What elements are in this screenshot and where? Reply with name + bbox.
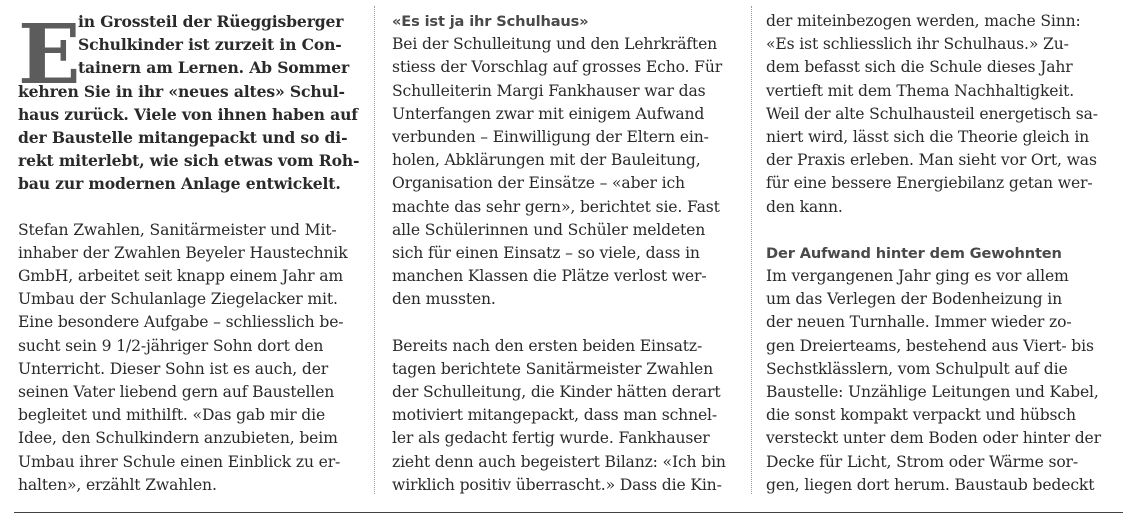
text-line: für eine bessere Energiebilanz getan wer- bbox=[766, 174, 1093, 193]
lead-paragraph bbox=[18, 7, 360, 196]
text-line: um das Verlegen der Bodenheizung in bbox=[766, 290, 1062, 309]
text-line: Unterfangen zwar mit einigem Aufwand bbox=[392, 104, 705, 123]
text-line: vertieft mit dem Thema Nachhaltigkeit. bbox=[766, 81, 1075, 100]
text-line: seinen Vater liebend gern auf Baustellen bbox=[18, 383, 335, 401]
text-line: Sechstklässlern, vom Schulpult auf die bbox=[766, 359, 1068, 378]
text-line: Bei der Schulleitung und den Lehrkräften bbox=[392, 35, 718, 54]
column-separator bbox=[751, 6, 752, 494]
text-line: Eine besondere Aufgabe – schliesslich be- bbox=[18, 313, 344, 332]
text-line: manchen Klassen die Plätze verlost wer- bbox=[392, 267, 707, 286]
body-paragraph bbox=[18, 219, 358, 497]
body-paragraph bbox=[766, 10, 1116, 219]
text-line: niert wird, lässt sich die Theorie gleich in bbox=[766, 127, 1090, 146]
text-line: den kann. bbox=[766, 197, 843, 216]
lead-line: haus zurück. Viele von ihnen haben auf bbox=[18, 104, 358, 124]
body-paragraph bbox=[766, 265, 1116, 497]
bottom-rule bbox=[14, 512, 1123, 513]
text-line: sich für einen Einsatz – so viele, dass in bbox=[392, 243, 700, 262]
text-line: wirklich positiv überrascht.» Dass die Kin- bbox=[392, 475, 722, 494]
text-line: ler als gedacht fertig wurde. Fankhauser bbox=[392, 429, 710, 448]
text-line: zieht denn auch begeistert Bilanz: «Ich bin bbox=[392, 452, 726, 471]
text-line: Baustelle: Unzählige Leitungen und Kabel, bbox=[766, 383, 1099, 401]
text-line: halten», erzählt Zwahlen. bbox=[18, 475, 217, 494]
text-line: Umbau ihrer Schule einen Einblick zu er- bbox=[18, 452, 341, 471]
text-line: dem befasst sich die Schule dieses Jahr bbox=[766, 58, 1073, 77]
section-subheading: Der Aufwand hinter dem Gewohnten bbox=[766, 244, 1062, 262]
column-1 bbox=[18, 7, 360, 497]
text-line: Unterricht. Dieser Sohn ist es auch, der bbox=[18, 359, 329, 378]
text-line: tagen berichtete Sanitärmeister Zwahlen bbox=[392, 359, 714, 378]
lead-line: der Baustelle mitangepackt und so di- bbox=[18, 127, 348, 147]
lead-line: kehren Sie in ihr «neues altes» Schul- bbox=[18, 81, 345, 101]
text-line: Organisation der Einsätze – «aber ich bbox=[392, 174, 685, 193]
lead-line: bau zur modernen Anlage entwickelt. bbox=[18, 174, 341, 194]
section-heading: «Es ist ja ihr Schulhaus» bbox=[392, 13, 589, 30]
text-line: die sonst kompakt verpackt und hübsch bbox=[766, 406, 1076, 425]
text-line: Im vergangenen Jahr ging es vor allem bbox=[766, 267, 1069, 286]
lead-line: in Grossteil der Rüeggisberger bbox=[78, 12, 344, 31]
text-line: begleitet und mithilft. «Das gab mir die bbox=[18, 406, 326, 425]
lead-line: Schulkinder ist zurzeit in Con- bbox=[78, 35, 342, 55]
body-paragraph bbox=[392, 33, 736, 311]
text-line: Idee, den Schulkindern anzubieten, beim bbox=[18, 429, 338, 448]
text-line: sucht sein 9 1/2-jähriger Sohn dort den bbox=[18, 336, 324, 355]
drop-cap: E bbox=[18, 7, 81, 103]
text-line: gen, liegen dort herum. Baustaub bedeckt bbox=[766, 475, 1095, 494]
text-line: Stefan Zwahlen, Sanitärmeister und Mit- bbox=[18, 220, 337, 239]
text-line: der miteinbezogen werden, mache Sinn: bbox=[766, 12, 1081, 30]
text-line: verbunden – Einwilligung der Eltern ein- bbox=[392, 127, 709, 146]
column-separator bbox=[374, 6, 375, 494]
text-line: «Es ist schliesslich ihr Schulhaus.» Zu- bbox=[766, 35, 1069, 54]
lead-line: rekt miterlebt, wie sich etwas vom Roh- bbox=[18, 151, 360, 171]
text-line: GmbH, arbeitet seit knapp einem Jahr am bbox=[18, 267, 344, 286]
column-3 bbox=[766, 10, 1116, 497]
text-line: der Schulleitung, die Kinder hätten derart bbox=[392, 383, 721, 401]
text-line: der neuen Turnhalle. Immer wieder zo- bbox=[766, 313, 1072, 332]
text-line: machte das sehr gern», berichtet sie. Fast bbox=[392, 197, 720, 216]
text-line: versteckt unter dem Boden oder hinter der bbox=[766, 429, 1101, 448]
text-line: gen Dreierteams, bestehend aus Viert- bis bbox=[766, 336, 1094, 355]
text-line: inhaber der Zwahlen Beyeler Haustechnik bbox=[18, 243, 348, 262]
text-line: Decke für Licht, Strom oder Wärme sor- bbox=[766, 452, 1078, 471]
text-line: Schulleiterin Margi Fankhauser war das bbox=[392, 81, 706, 100]
text-line: stiess der Vorschlag auf grosses Echo. Für bbox=[392, 58, 723, 77]
text-line: den mussten. bbox=[392, 290, 496, 309]
text-line: alle Schülerinnen und Schüler meldeten bbox=[392, 220, 706, 239]
column-2 bbox=[392, 10, 736, 497]
body-paragraph bbox=[392, 335, 736, 497]
text-line: Umbau der Schulanlage Ziegelacker mit. bbox=[18, 290, 338, 309]
text-line: Bereits nach den ersten beiden Einsatz- bbox=[392, 336, 703, 355]
text-line: holen, Abklärungen mit der Bauleitung, bbox=[392, 151, 701, 170]
lead-line: tainern am Lernen. Ab Sommer bbox=[78, 58, 350, 78]
text-line: der Praxis erleben. Man sieht vor Ort, was bbox=[766, 151, 1097, 170]
text-line: Weil der alte Schulhausteil energetisch sa- bbox=[766, 104, 1098, 123]
text-line: motiviert mitangepackt, dass man schnel- bbox=[392, 406, 717, 425]
